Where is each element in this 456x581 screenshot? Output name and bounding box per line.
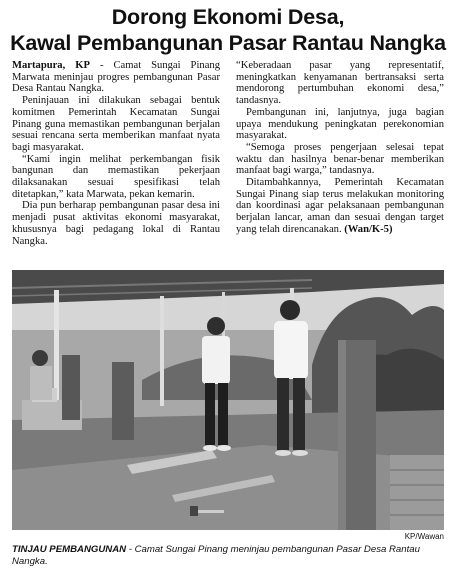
- photo-man-2-head: [280, 300, 300, 320]
- photo-post-2: [160, 296, 164, 406]
- left-paragraph-3: “Kami ingin melihat perkembangan fisik bangunan dan memastikan pekerjaan dilaksanakan sesuai spesifikasi telah ditetapkan,” kata Marwata, pekan kemarin.: [12, 153, 220, 200]
- left-column: [12, 60, 220, 247]
- right-column: [236, 60, 444, 236]
- dateline: Martapura, KP: [12, 60, 90, 71]
- left-paragraph-1-text: - Camat Sungai Pinang Marwata meninjau progres pembangunan Pasar Desa Rantau Nangka.: [12, 60, 220, 95]
- left-paragraph-2: Peninjauan ini dilakukan sebagai bentuk komitmen Pemerintah Kecamatan Sungai Pinang guna memastikan pembangunan berjalan sesuai rencana serta memberikan manfaat nyata bagi masyarakat.: [12, 95, 220, 153]
- photo-caption: [12, 544, 444, 568]
- photo-man-2-leg-left: [277, 378, 289, 450]
- headline-line-2: Kawal Pembangunan Pasar Rantau Nangka: [10, 31, 446, 55]
- headline-line-1: Dorong Ekonomi Desa,: [111, 5, 345, 29]
- left-paragraph-1: [12, 60, 220, 95]
- photo-hammer-head: [190, 506, 198, 516]
- photo-worker-head: [32, 350, 48, 366]
- photo-man-1-head: [207, 317, 225, 335]
- right-paragraph-3: “Semoga proses pengerjaan selesai tepat waktu dan hasilnya benar-benar memberikan manfaat bagi warga,” tandasnya.: [236, 141, 444, 177]
- photo-pillar-highlight: [338, 340, 346, 530]
- photo-illustration: [12, 270, 444, 530]
- news-photo: [12, 270, 444, 530]
- photo-concrete-pillar-2: [62, 355, 80, 420]
- photo-man-1-leg-left: [205, 383, 215, 445]
- article-headline: [0, 4, 456, 56]
- caption-text: - Camat Sungai Pinang meninjau pembangunan Pasar Desa Rantau Nangka.: [12, 544, 420, 567]
- photo-man-2-shirt: [274, 321, 308, 379]
- right-paragraph-4: [236, 177, 444, 236]
- photo-worker-body: [30, 366, 52, 400]
- photo-man-1-leg-right: [218, 383, 228, 445]
- photo-man-1-shirt: [202, 336, 230, 384]
- caption-lead: TINJAU PEMBANGUNAN: [12, 544, 127, 555]
- right-paragraph-4-text: Ditambahkannya, Pemerintah Kecamatan Sungai Pinang siap terus melakukan monitoring dan koordinasi agar pelaksanaan pembangunan berjalan lancar, aman dan sesuai dengan target yang telah direncanakan.: [236, 177, 444, 235]
- photo-brick-stack: [390, 455, 444, 530]
- article-body: [12, 60, 444, 268]
- author-signoff: (Wan/K-5): [344, 223, 393, 235]
- photo-man-1-shoe-left: [203, 445, 217, 451]
- left-paragraph-4: Dia pun berharap pembangunan pasar desa ini menjadi pusat aktivitas ekonomi masyarakat, khususnya bagi pedagang lokal di Rantau Nangka.: [12, 200, 220, 247]
- photo-man-2-shoe-right: [292, 450, 308, 456]
- photo-man-2-leg-right: [293, 378, 305, 450]
- right-paragraph-2: Pembangunan ini, lanjutnya, juga bagian upaya mendukung peningkatan perekonomian masyarakat.: [236, 106, 444, 142]
- photo-man-2-shoe-left: [275, 450, 291, 456]
- photo-hammer-handle: [194, 510, 224, 513]
- right-paragraph-1: “Keberadaan pasar yang representatif, meningkatkan kenyamanan bertransaksi serta mendorong pertumbuhan ekonomi desa,” tandasnya.: [236, 60, 444, 107]
- photo-man-1-shoe-right: [217, 445, 231, 451]
- photo-concrete-pillar-1: [112, 362, 134, 440]
- photo-credit: KP/Wawan: [404, 532, 444, 541]
